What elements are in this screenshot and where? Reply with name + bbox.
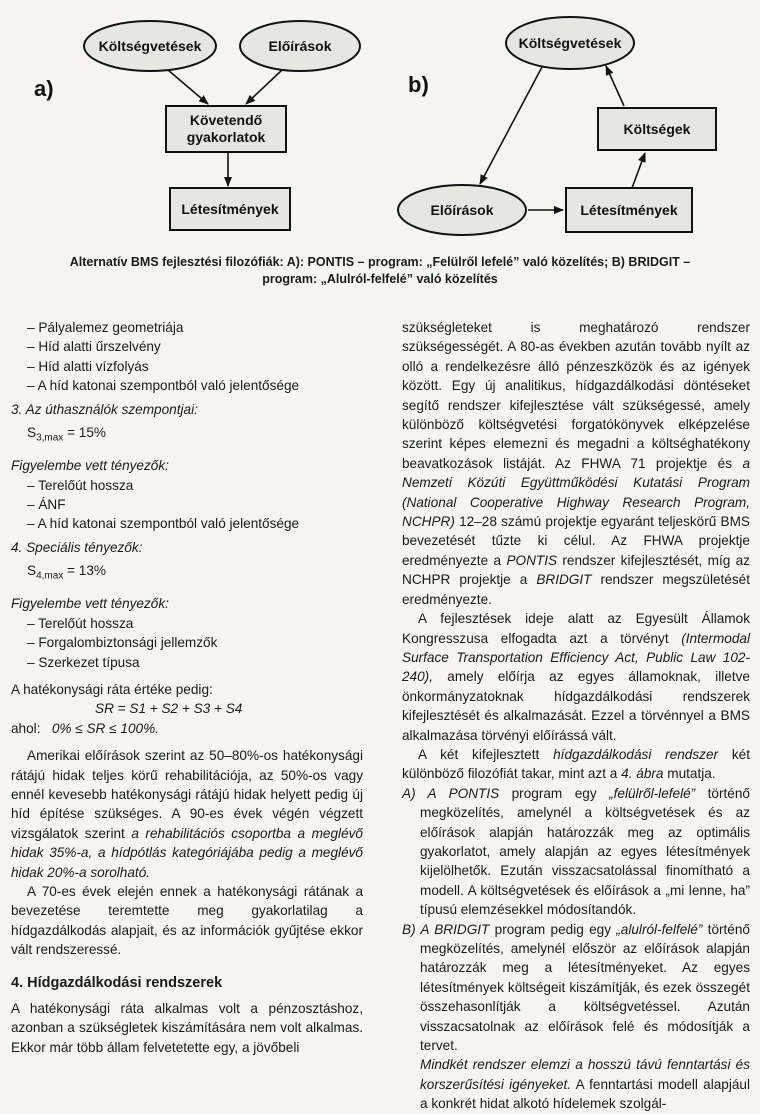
s4-max-value: $S_{4,max} = 13\%$	[27, 563, 107, 582]
right-column	[402, 318, 750, 1114]
edge-b-koltseg-koltsegvetes	[606, 66, 624, 106]
list-item: – Híd alatti vízfolyás	[27, 358, 149, 374]
list-item: – A híd katonai szempontból való jelentősége	[27, 516, 300, 532]
edge-a-eloiras-kovetendo	[246, 70, 282, 104]
node-a-kovetendo-line1: Követendő	[189, 112, 263, 128]
node-a-koltsegvetesek-label: Költségvetések	[98, 38, 202, 54]
node-b-letesitmenyek-label: Létesítmények	[580, 202, 678, 218]
rate-condition: ahol: 0% ≤ SR ≤ 100%.	[11, 720, 159, 736]
edge-a-koltseg-kovetendo	[168, 70, 208, 104]
list-item: – Szerkezet típusa	[27, 654, 140, 670]
node-b-koltsegek-label: Költségek	[623, 121, 691, 137]
node-a-letesitmenyek-label: Létesítmények	[181, 201, 279, 217]
figure-caption-line1: Alternatív BMS fejlesztési filozófiák: A): PONTIS – program: „Felülről lefelé” való közelítés; B) BRIDGIT –	[69, 255, 691, 269]
list-item: – Terelőút hossza	[27, 615, 134, 631]
bms-diagram-svg	[0, 0, 760, 255]
list-item: – Forgalombiztonsági jellemzők	[27, 635, 218, 651]
list-item: – ÁNF	[27, 496, 66, 512]
figure-caption-line2: program: „Alulról-felfelé” való közelítés	[262, 272, 498, 286]
paragraph: Amerikai előírások szerint az 50–80%-os hatékonysági rátájú hidak teljes körű rehabilitációja, az 50%-os vagy ennél kevesebb hatékonysági rátájú hidak helyett pedig új híd építése szükséges. A 90-es évek végén végzett vizsgálatok szerint a rehabilitációs csoportba a meglévő hidak 35%-a, a hídpótlás kategóriájába pedig a meglévő hidak 20%-a sorolható.	[11, 748, 363, 880]
list-item-a: A) A PONTIS program egy „felülről-lefelé” történő megközelítés, amelynél a költségvetések és az előírások alapján határozzák meg az optimális gyakorlatot, amely alapján az egyes létesítmények kijelölhetők. Ezután visszacsatolással finomítható a modell. A költségvetések és előírások a „mi lenne, ha” típusú elemzésekkel módosítandók.	[402, 785, 750, 918]
node-b-eloirasok-label: Előírások	[430, 202, 494, 218]
subheading-users: 3. Az úthasználók szempontjai:	[11, 401, 198, 417]
edge-b-koltsegvetes-eloiras	[480, 67, 542, 184]
paragraph: A hatékonysági ráta alkalmas volt a pénzosztáshoz, azonban a szükségletek kiszámítására nem volt alkalmas. Ekkor már több állam felvetetette egy, a jövőbeli	[11, 1001, 363, 1055]
node-b-koltsegvetesek-label: Költségvetések	[518, 35, 622, 51]
panel-b-label: b)	[408, 72, 429, 97]
paragraph: szükségleteket is meghatározó rendszer szükségességét. A 80-as években azután tovább nyílt az olló a rendelkezésre álló pénzeszközök és az igények között. Egy új analitikus, hídgazdálkodási döntéseket segítő rendszer kifejlesztése vált szükségessé, amely különböző költségvetési forgatókönyvek elképzelése szerint képes elemezni és megadni a költséghatékony beavatkozások listáját. Az FHWA 71 projektje és a Nemzeti Közúti Együttműködési Kutatási Program (National Cooperative Highway Research Program, NCHPR) 12–28 számú projektje egyaránt teljeskörű BMS bevezetését tűzte ki célul. Az FHWA projektje eredményezte a PONTIS rendszer kifejlesztését, míg az NCHPR projektje a BRIDGIT rendszer megszületését eredményezte.	[402, 320, 751, 607]
paragraph: A 70-es évek elején ennek a hatékonysági rátának a bevezetése teremtette meg gyakorlatilag a hídgazdálkodás alapjait, és az információk gyűjtése ekkor vált rendszeressé.	[11, 884, 363, 958]
s3-max-value: $S_{3,max} = 15\%$	[27, 425, 107, 444]
section-title: 4. Hídgazdálkodási rendszerek	[11, 974, 223, 991]
paragraph: A fejlesztések ideje alatt az Egyesült Államok Kongresszusa elfogadta azt a törvényt (Intermodal Surface Transportation Efficiency Act, Public Law 102-240), amely előírja az egyes államoknak, illetve önkormányzatoknak hídgazdálkodási rendszerek kifejlesztését és alkalmazását. Ezzel a törvénnyel a BMS alkalmazása törvényi előírássá vált.	[402, 611, 750, 743]
list-item: – Terelőút hossza	[27, 477, 134, 493]
edge-b-letesitmeny-koltseg	[632, 153, 645, 188]
subheading-special: 4. Speciális tényezők:	[11, 539, 143, 555]
list-item: – A híd katonai szempontból való jelentősége	[27, 378, 300, 394]
paragraph: A két kifejlesztett hídgazdálkodási rendszer két különböző filozófiát takar, mint azt a 4. ábra mutatja.	[402, 746, 750, 782]
left-column	[11, 318, 363, 1057]
factors-label: Figyelembe vett tényezők:	[11, 458, 169, 474]
list-item: – Híd alatti űrszelvény	[27, 339, 161, 355]
figure-caption	[20, 254, 740, 288]
node-a-kovetendo-line2: gyakorlatok	[186, 129, 266, 145]
factors-label: Figyelembe vett tényezők:	[11, 596, 169, 612]
rate-intro: A hatékonysági ráta értéke pedig:	[11, 681, 213, 697]
list-item: – Pályalemez geometriája	[27, 320, 184, 335]
rate-formula: SR = S1 + S2 + S3 + S4	[95, 701, 243, 717]
bms-diagram	[0, 0, 760, 255]
node-a-eloirasok-label: Előírások	[268, 38, 332, 54]
paragraph: Mindkét rendszer elemzi a hosszú távú fenntartási és korszerűsítési igényeket. A fenntartási modell alapjául a konkrét hidat alkotó hídelemek szolgál-	[420, 1057, 750, 1112]
panel-a-label: a)	[34, 76, 54, 101]
list-item-b: B) A BRIDGIT program pedig egy „alulról-felfelé” történő megközelítés, amelynél először az előírások alapján határozzák meg a létesítményeket. Az egyes létesítmények költségeit kiszámítják, és ezek összegét összehasonlítják a költségvetéssel. Azután visszacsatolnak az előírások felé és módosítják a tervet.	[402, 921, 750, 1054]
